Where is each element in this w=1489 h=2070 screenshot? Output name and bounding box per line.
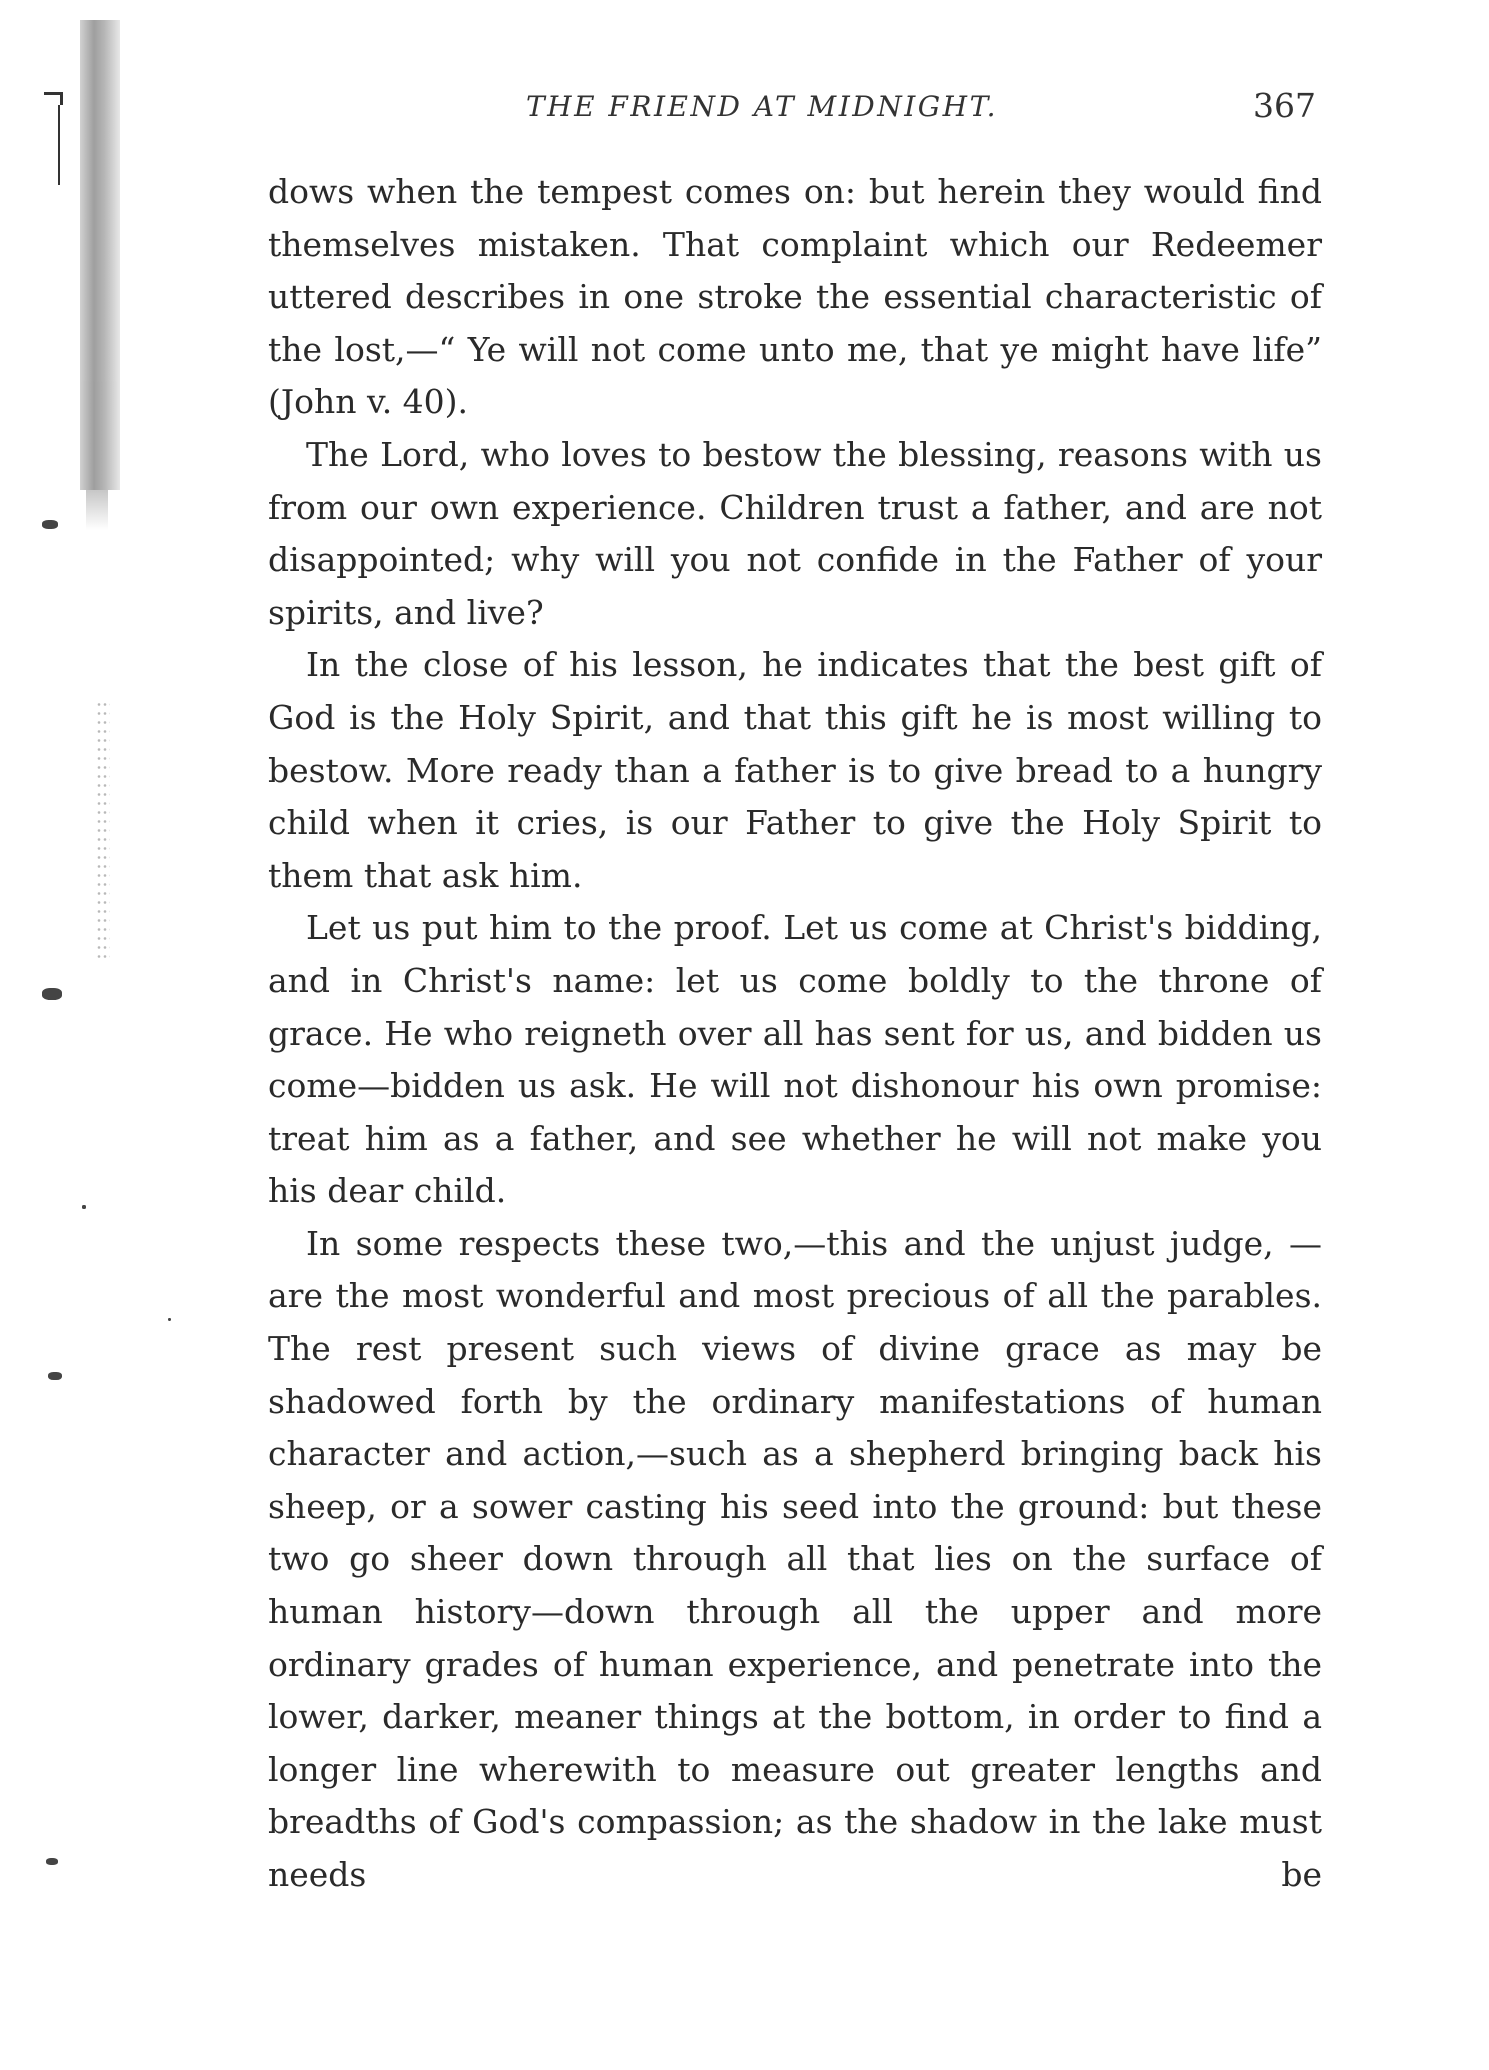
scan-speck: [42, 988, 62, 1000]
paragraph: In the close of his lesson, he indicates that the best gift of God is the Holy Spirit, and that this gift he is most willing to bestow. More ready than a father is to give bread to a hungry child when it cries, is our Father to give the Holy Spirit to them that ask him.: [268, 645, 1322, 895]
scan-speck: [82, 1205, 86, 1209]
scan-noise: [96, 700, 110, 960]
paragraph: The Lord, who loves to bestow the blessing, reasons with us from our own experience. Children trust a father, and are not disappointed; why will you not confide in the Father of your spirits, and live?: [268, 434, 1322, 632]
binding-mark: [58, 105, 60, 185]
paragraph: In some respects these two,—this and the unjust judge, —are the most wonderful and most precious of all the parables. The rest present such views of divine grace as may be shadowed forth by the ordinary manifestations of human character and action,—such as a shepherd bringing back his sheep, or a sower casting his seed into the ground: but these two go sheer down through all that lies on the surface of human history—down through all the upper and more ordinary grades of human experience, and penetrate into the lower, darker, meaner things at the bottom, in order to find a longer line wherewith to measure out greater lengths and breadths of God's compassion; as the shadow in the lake must needs be: [268, 1223, 1322, 1894]
binding-shadow: [80, 20, 120, 490]
running-head: [268, 86, 1316, 136]
paragraph: dows when the tempest comes on: but herein they would find themselves mistaken. That complaint which our Redeemer uttered describes in one stroke the essential characteristic of the lost,—“ Ye will not come unto me, that ye might have life” (John v. 40).: [268, 172, 1322, 422]
binding-mark: [44, 92, 63, 105]
scan-speck: [48, 1372, 62, 1380]
scan-speck: [46, 1858, 58, 1865]
scan-speck: [168, 1318, 171, 1321]
body-text: [268, 166, 1322, 1902]
running-title: THE FRIEND AT MIDNIGHT.: [526, 90, 999, 123]
paragraph: Let us put him to the proof. Let us come at Christ's bidding, and in Christ's name: let us come boldly to the throne of grace. He who reigneth over all has sent for us, and bidden us come—bidden us ask. He will not dishonour his own promise: treat him as a father, and see whether he will not make you his dear child.: [268, 908, 1322, 1211]
page-number: 367: [1253, 86, 1316, 125]
scan-speck: [42, 520, 58, 529]
